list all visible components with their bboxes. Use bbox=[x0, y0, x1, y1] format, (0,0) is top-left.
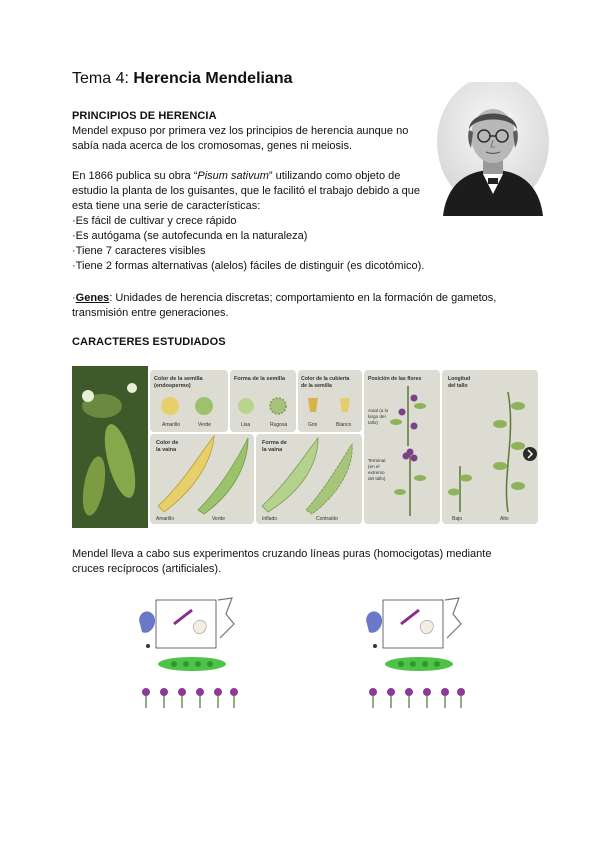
bullet-dot: · bbox=[72, 292, 76, 304]
bullet-item: ·Tiene 7 caracteres visibles bbox=[72, 245, 206, 257]
label: Color de la cubierta bbox=[301, 376, 350, 382]
label: Color de la semilla bbox=[154, 376, 203, 382]
label: del tallo bbox=[448, 383, 468, 389]
seed-wrinkled bbox=[270, 398, 286, 414]
genes-term: Genes bbox=[75, 292, 110, 304]
label: la vaina bbox=[262, 447, 283, 453]
label: Axial (a lo bbox=[368, 408, 389, 413]
pollen-brush bbox=[174, 610, 192, 624]
label: Amarillo bbox=[156, 516, 175, 522]
title-main: Herencia Mendeliana bbox=[133, 70, 293, 87]
label: Alto bbox=[500, 516, 509, 522]
label: Posición de las flores bbox=[368, 376, 422, 382]
label: (endospermo) bbox=[154, 383, 191, 389]
flower-purple bbox=[139, 611, 155, 632]
paragraph-pisum bbox=[72, 169, 424, 274]
offspring-plants bbox=[142, 688, 238, 696]
label: Gris bbox=[308, 422, 318, 428]
label: Forma de la semilla bbox=[234, 376, 286, 382]
seed-yellow bbox=[161, 397, 179, 415]
label: Color de bbox=[156, 440, 179, 446]
pollen-brush bbox=[401, 610, 419, 624]
text-fragment: En 1866 publica su obra “ bbox=[72, 170, 198, 182]
label: Terminal bbox=[368, 458, 386, 463]
label: Verde bbox=[198, 422, 212, 428]
label: Forma de bbox=[262, 440, 287, 446]
text-fragment: ” utilizando como objeto de bbox=[268, 170, 401, 182]
text-line: cruces recíprocos (artificiales). bbox=[72, 563, 222, 575]
label: Bajo bbox=[452, 516, 463, 522]
text-line: transmisión entre generaciones. bbox=[72, 307, 229, 319]
seed-smooth bbox=[238, 398, 254, 414]
label: Contraído bbox=[316, 516, 338, 522]
cross-diagram-right bbox=[361, 594, 471, 712]
offspring-plants bbox=[369, 688, 465, 696]
text-line: sabía nada acerca de los cromosomas, genes ni meiosis. bbox=[72, 140, 353, 152]
label: largo del bbox=[368, 414, 386, 419]
cross-diagram-left bbox=[134, 594, 244, 712]
paragraph-intro bbox=[72, 124, 408, 154]
section-heading-principios: PRINCIPIOS DE HERENCIA bbox=[72, 110, 217, 122]
pea-pod bbox=[385, 657, 453, 671]
text-line bbox=[72, 169, 424, 184]
text-line: estudio la planta de los guisantes, que le facilitó el trabajo debido a que bbox=[72, 185, 420, 197]
text-line: esta tiene una serie de características: bbox=[72, 200, 261, 212]
bullet-item: ·Es fácil de cultivar y crece rápido bbox=[72, 215, 237, 227]
flower-purple bbox=[366, 611, 382, 632]
label: extremo bbox=[368, 470, 385, 475]
label: de la semilla bbox=[301, 383, 332, 389]
text-fragment: : Unidades de herencia discretas; comportamiento en la formación de gametos, bbox=[109, 292, 497, 304]
bullet-item: ·Es autógama (se autofecunda en la naturaleza) bbox=[72, 230, 308, 242]
label: la vaina bbox=[156, 447, 177, 453]
page-title bbox=[72, 70, 293, 88]
paragraph-experiments bbox=[72, 547, 491, 577]
label: Rugosa bbox=[270, 422, 288, 428]
label: Amarillo bbox=[162, 422, 181, 428]
panel-flower-position bbox=[364, 370, 440, 524]
label: Lisa bbox=[241, 422, 251, 428]
paragraph-genes bbox=[72, 291, 496, 321]
label: Blanco bbox=[336, 422, 352, 428]
bullet-item: ·Tiene 2 formas alternativas (alelos) fáciles de distinguir (es dicotómico). bbox=[72, 260, 425, 272]
text-line: Mendel expuso por primera vez los principios de herencia aunque no bbox=[72, 125, 409, 137]
characters-figure bbox=[72, 366, 542, 528]
title-prefix: Tema 4: bbox=[72, 70, 134, 87]
label: Verde bbox=[212, 516, 226, 522]
label: Inflado bbox=[262, 516, 278, 522]
text-line bbox=[72, 291, 496, 306]
label: tallo) bbox=[368, 420, 378, 425]
mendel-portrait-image bbox=[433, 82, 551, 216]
next-arrow-icon bbox=[523, 447, 537, 461]
section-heading-caracteres: CARACTERES ESTUDIADOS bbox=[72, 336, 226, 348]
species-name: Pisum sativum bbox=[197, 170, 269, 182]
pea-pod bbox=[158, 657, 226, 671]
label: (en el bbox=[368, 464, 380, 469]
seed-green bbox=[195, 397, 213, 415]
label: Longitud bbox=[448, 376, 471, 382]
label: del tallo) bbox=[368, 476, 386, 481]
text-line: Mendel lleva a cabo sus experimentos cruzando líneas puras (homocigotas) mediante bbox=[72, 548, 492, 560]
